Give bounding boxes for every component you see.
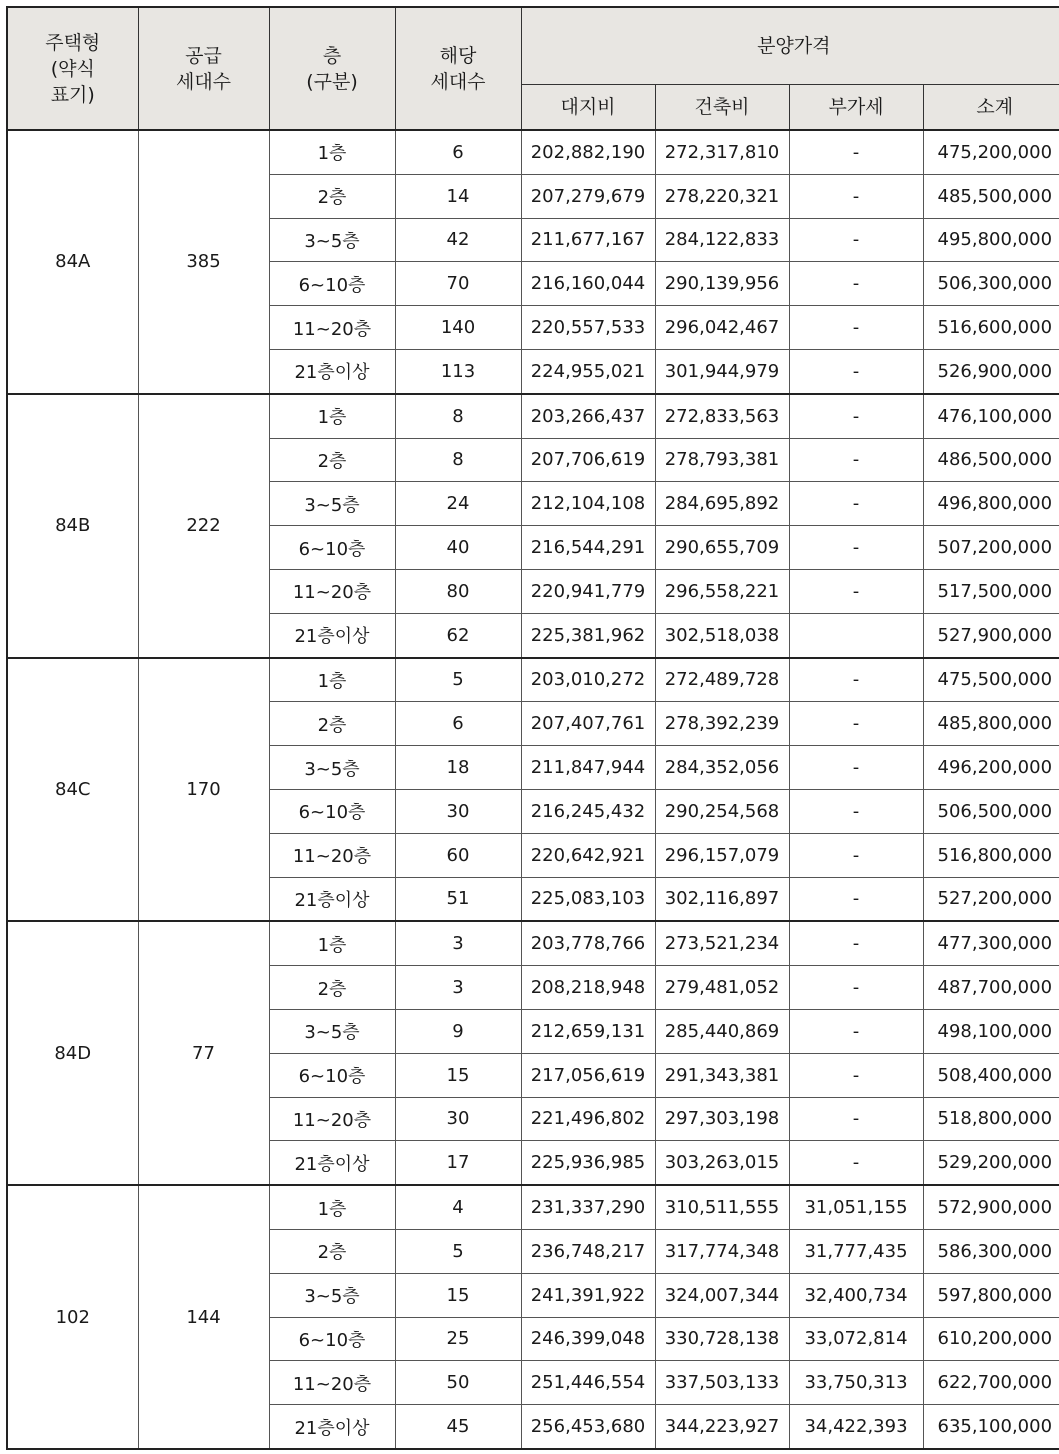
subtotal: 527,900,000: [923, 613, 1059, 657]
unit-count: 140: [395, 306, 521, 350]
vat-amount: -: [789, 262, 923, 306]
unit-count: 6: [395, 130, 521, 174]
header-subtotal: 소계: [923, 85, 1059, 131]
housing-type-group: [7, 658, 1059, 922]
floor-range: 21층이상: [269, 1141, 395, 1185]
land-cost: 216,245,432: [521, 789, 655, 833]
subtotal: 517,500,000: [923, 569, 1059, 613]
vat-amount: [789, 613, 923, 657]
building-cost: 302,518,038: [655, 613, 789, 657]
floor-range: 6~10층: [269, 1053, 395, 1097]
unit-count: 80: [395, 569, 521, 613]
header-sale-price: 분양가격: [521, 7, 1059, 85]
subtotal: 475,200,000: [923, 130, 1059, 174]
subtotal: 635,100,000: [923, 1405, 1059, 1449]
building-cost: 296,042,467: [655, 306, 789, 350]
subtotal: 475,500,000: [923, 658, 1059, 702]
building-cost: 272,489,728: [655, 658, 789, 702]
building-cost: 278,392,239: [655, 702, 789, 746]
subtotal: 506,500,000: [923, 789, 1059, 833]
floor-range: 2층: [269, 174, 395, 218]
supply-units: 144: [138, 1185, 269, 1449]
subtotal: 507,200,000: [923, 526, 1059, 570]
vat-amount: -: [789, 438, 923, 482]
building-cost: 278,793,381: [655, 438, 789, 482]
land-cost: 241,391,922: [521, 1273, 655, 1317]
unit-count: 18: [395, 746, 521, 790]
unit-count: 15: [395, 1053, 521, 1097]
subtotal: 622,700,000: [923, 1361, 1059, 1405]
floor-range: 6~10층: [269, 789, 395, 833]
subtotal: 518,800,000: [923, 1097, 1059, 1141]
land-cost: 236,748,217: [521, 1229, 655, 1273]
building-cost: 284,122,833: [655, 218, 789, 262]
floor-range: 3~5층: [269, 218, 395, 262]
unit-count: 70: [395, 262, 521, 306]
building-cost: 344,223,927: [655, 1405, 789, 1449]
price-table: [6, 6, 1059, 1450]
land-cost: 203,010,272: [521, 658, 655, 702]
land-cost: 220,642,921: [521, 833, 655, 877]
building-cost: 296,157,079: [655, 833, 789, 877]
floor-range: 1층: [269, 1185, 395, 1229]
land-cost: 207,279,679: [521, 174, 655, 218]
vat-amount: -: [789, 306, 923, 350]
table-row: [7, 130, 1059, 174]
unit-count: 4: [395, 1185, 521, 1229]
subtotal: 485,800,000: [923, 702, 1059, 746]
floor-range: 11~20층: [269, 1361, 395, 1405]
land-cost: 203,266,437: [521, 394, 655, 438]
subtotal: 496,800,000: [923, 482, 1059, 526]
land-cost: 212,104,108: [521, 482, 655, 526]
land-cost: 256,453,680: [521, 1405, 655, 1449]
header-floor: 층 (구분): [269, 7, 395, 130]
building-cost: 273,521,234: [655, 921, 789, 965]
floor-range: 21층이상: [269, 1405, 395, 1449]
subtotal: 526,900,000: [923, 349, 1059, 393]
building-cost: 290,139,956: [655, 262, 789, 306]
land-cost: 225,936,985: [521, 1141, 655, 1185]
unit-count: 60: [395, 833, 521, 877]
floor-range: 11~20층: [269, 306, 395, 350]
building-cost: 301,944,979: [655, 349, 789, 393]
table-row: [7, 1185, 1059, 1229]
vat-amount: -: [789, 877, 923, 921]
floor-range: 11~20층: [269, 833, 395, 877]
vat-amount: 31,777,435: [789, 1229, 923, 1273]
header-land-cost: 대지비: [521, 85, 655, 131]
vat-amount: -: [789, 789, 923, 833]
vat-amount: -: [789, 130, 923, 174]
unit-count: 15: [395, 1273, 521, 1317]
building-cost: 272,317,810: [655, 130, 789, 174]
land-cost: 202,882,190: [521, 130, 655, 174]
land-cost: 203,778,766: [521, 921, 655, 965]
land-cost: 225,381,962: [521, 613, 655, 657]
vat-amount: -: [789, 569, 923, 613]
building-cost: 337,503,133: [655, 1361, 789, 1405]
floor-range: 6~10층: [269, 1317, 395, 1361]
vat-amount: 34,422,393: [789, 1405, 923, 1449]
floor-range: 11~20층: [269, 1097, 395, 1141]
subtotal: 527,200,000: [923, 877, 1059, 921]
unit-count: 42: [395, 218, 521, 262]
building-cost: 310,511,555: [655, 1185, 789, 1229]
floor-range: 3~5층: [269, 1273, 395, 1317]
subtotal: 486,500,000: [923, 438, 1059, 482]
floor-range: 6~10층: [269, 526, 395, 570]
unit-count: 3: [395, 966, 521, 1010]
subtotal: 516,800,000: [923, 833, 1059, 877]
subtotal: 506,300,000: [923, 262, 1059, 306]
building-cost: 290,254,568: [655, 789, 789, 833]
supply-units: 170: [138, 658, 269, 922]
subtotal: 495,800,000: [923, 218, 1059, 262]
vat-amount: -: [789, 746, 923, 790]
vat-amount: -: [789, 833, 923, 877]
vat-amount: -: [789, 1097, 923, 1141]
supply-units: 385: [138, 130, 269, 394]
building-cost: 302,116,897: [655, 877, 789, 921]
table-row: [7, 658, 1059, 702]
floor-range: 1층: [269, 394, 395, 438]
unit-count: 5: [395, 658, 521, 702]
unit-count: 3: [395, 921, 521, 965]
land-cost: 216,160,044: [521, 262, 655, 306]
floor-range: 2층: [269, 702, 395, 746]
unit-count: 45: [395, 1405, 521, 1449]
unit-count: 50: [395, 1361, 521, 1405]
vat-amount: -: [789, 526, 923, 570]
floor-range: 21층이상: [269, 877, 395, 921]
housing-type-group: [7, 130, 1059, 394]
housing-type: 84A: [7, 130, 138, 394]
housing-type-group: [7, 921, 1059, 1185]
vat-amount: -: [789, 174, 923, 218]
land-cost: 224,955,021: [521, 349, 655, 393]
header-vat: 부가세: [789, 85, 923, 131]
building-cost: 278,220,321: [655, 174, 789, 218]
unit-count: 14: [395, 174, 521, 218]
vat-amount: -: [789, 349, 923, 393]
building-cost: 279,481,052: [655, 966, 789, 1010]
land-cost: 216,544,291: [521, 526, 655, 570]
unit-count: 51: [395, 877, 521, 921]
vat-amount: -: [789, 1009, 923, 1053]
floor-range: 2층: [269, 1229, 395, 1273]
housing-type: 84B: [7, 394, 138, 658]
land-cost: 220,941,779: [521, 569, 655, 613]
subtotal: 597,800,000: [923, 1273, 1059, 1317]
unit-count: 9: [395, 1009, 521, 1053]
floor-range: 3~5층: [269, 1009, 395, 1053]
unit-count: 25: [395, 1317, 521, 1361]
subtotal: 529,200,000: [923, 1141, 1059, 1185]
unit-count: 30: [395, 789, 521, 833]
unit-count: 5: [395, 1229, 521, 1273]
unit-count: 6: [395, 702, 521, 746]
unit-count: 62: [395, 613, 521, 657]
vat-amount: -: [789, 702, 923, 746]
land-cost: 251,446,554: [521, 1361, 655, 1405]
supply-units: 77: [138, 921, 269, 1185]
unit-count: 113: [395, 349, 521, 393]
housing-type: 102: [7, 1185, 138, 1449]
floor-range: 2층: [269, 438, 395, 482]
building-cost: 284,695,892: [655, 482, 789, 526]
unit-count: 40: [395, 526, 521, 570]
land-cost: 208,218,948: [521, 966, 655, 1010]
floor-range: 3~5층: [269, 746, 395, 790]
unit-count: 24: [395, 482, 521, 526]
land-cost: 217,056,619: [521, 1053, 655, 1097]
floor-range: 3~5층: [269, 482, 395, 526]
subtotal: 487,700,000: [923, 966, 1059, 1010]
table-row: [7, 394, 1059, 438]
subtotal: 508,400,000: [923, 1053, 1059, 1097]
vat-amount: -: [789, 921, 923, 965]
vat-amount: -: [789, 658, 923, 702]
building-cost: 285,440,869: [655, 1009, 789, 1053]
vat-amount: 31,051,155: [789, 1185, 923, 1229]
building-cost: 290,655,709: [655, 526, 789, 570]
land-cost: 211,847,944: [521, 746, 655, 790]
subtotal: 516,600,000: [923, 306, 1059, 350]
subtotal: 476,100,000: [923, 394, 1059, 438]
land-cost: 231,337,290: [521, 1185, 655, 1229]
land-cost: 212,659,131: [521, 1009, 655, 1053]
housing-type-group: [7, 1185, 1059, 1449]
land-cost: 207,706,619: [521, 438, 655, 482]
floor-range: 1층: [269, 921, 395, 965]
housing-type: 84D: [7, 921, 138, 1185]
building-cost: 284,352,056: [655, 746, 789, 790]
vat-amount: -: [789, 1141, 923, 1185]
vat-amount: -: [789, 966, 923, 1010]
land-cost: 246,399,048: [521, 1317, 655, 1361]
land-cost: 220,557,533: [521, 306, 655, 350]
subtotal: 485,500,000: [923, 174, 1059, 218]
vat-amount: -: [789, 1053, 923, 1097]
floor-range: 11~20층: [269, 569, 395, 613]
subtotal: 572,900,000: [923, 1185, 1059, 1229]
floor-range: 1층: [269, 658, 395, 702]
floor-range: 2층: [269, 966, 395, 1010]
subtotal: 496,200,000: [923, 746, 1059, 790]
building-cost: 297,303,198: [655, 1097, 789, 1141]
land-cost: 221,496,802: [521, 1097, 655, 1141]
unit-count: 17: [395, 1141, 521, 1185]
land-cost: 207,407,761: [521, 702, 655, 746]
housing-type-group: [7, 394, 1059, 658]
vat-amount: -: [789, 394, 923, 438]
table-row: [7, 921, 1059, 965]
subtotal: 498,100,000: [923, 1009, 1059, 1053]
unit-count: 8: [395, 394, 521, 438]
floor-range: 6~10층: [269, 262, 395, 306]
unit-count: 30: [395, 1097, 521, 1141]
floor-range: 21층이상: [269, 613, 395, 657]
building-cost: 324,007,344: [655, 1273, 789, 1317]
vat-amount: -: [789, 218, 923, 262]
header-type: 주택형 (약식 표기): [7, 7, 138, 130]
building-cost: 296,558,221: [655, 569, 789, 613]
subtotal: 610,200,000: [923, 1317, 1059, 1361]
vat-amount: -: [789, 482, 923, 526]
unit-count: 8: [395, 438, 521, 482]
subtotal: 586,300,000: [923, 1229, 1059, 1273]
building-cost: 330,728,138: [655, 1317, 789, 1361]
supply-units: 222: [138, 394, 269, 658]
land-cost: 211,677,167: [521, 218, 655, 262]
header-applicable-units: 해당 세대수: [395, 7, 521, 130]
floor-range: 21층이상: [269, 349, 395, 393]
housing-type: 84C: [7, 658, 138, 922]
floor-range: 1층: [269, 130, 395, 174]
table-header: [7, 7, 1059, 130]
subtotal: 477,300,000: [923, 921, 1059, 965]
vat-amount: 33,750,313: [789, 1361, 923, 1405]
building-cost: 272,833,563: [655, 394, 789, 438]
header-supply-units: 공급 세대수: [138, 7, 269, 130]
building-cost: 291,343,381: [655, 1053, 789, 1097]
header-building-cost: 건축비: [655, 85, 789, 131]
building-cost: 303,263,015: [655, 1141, 789, 1185]
land-cost: 225,083,103: [521, 877, 655, 921]
vat-amount: 33,072,814: [789, 1317, 923, 1361]
vat-amount: 32,400,734: [789, 1273, 923, 1317]
building-cost: 317,774,348: [655, 1229, 789, 1273]
